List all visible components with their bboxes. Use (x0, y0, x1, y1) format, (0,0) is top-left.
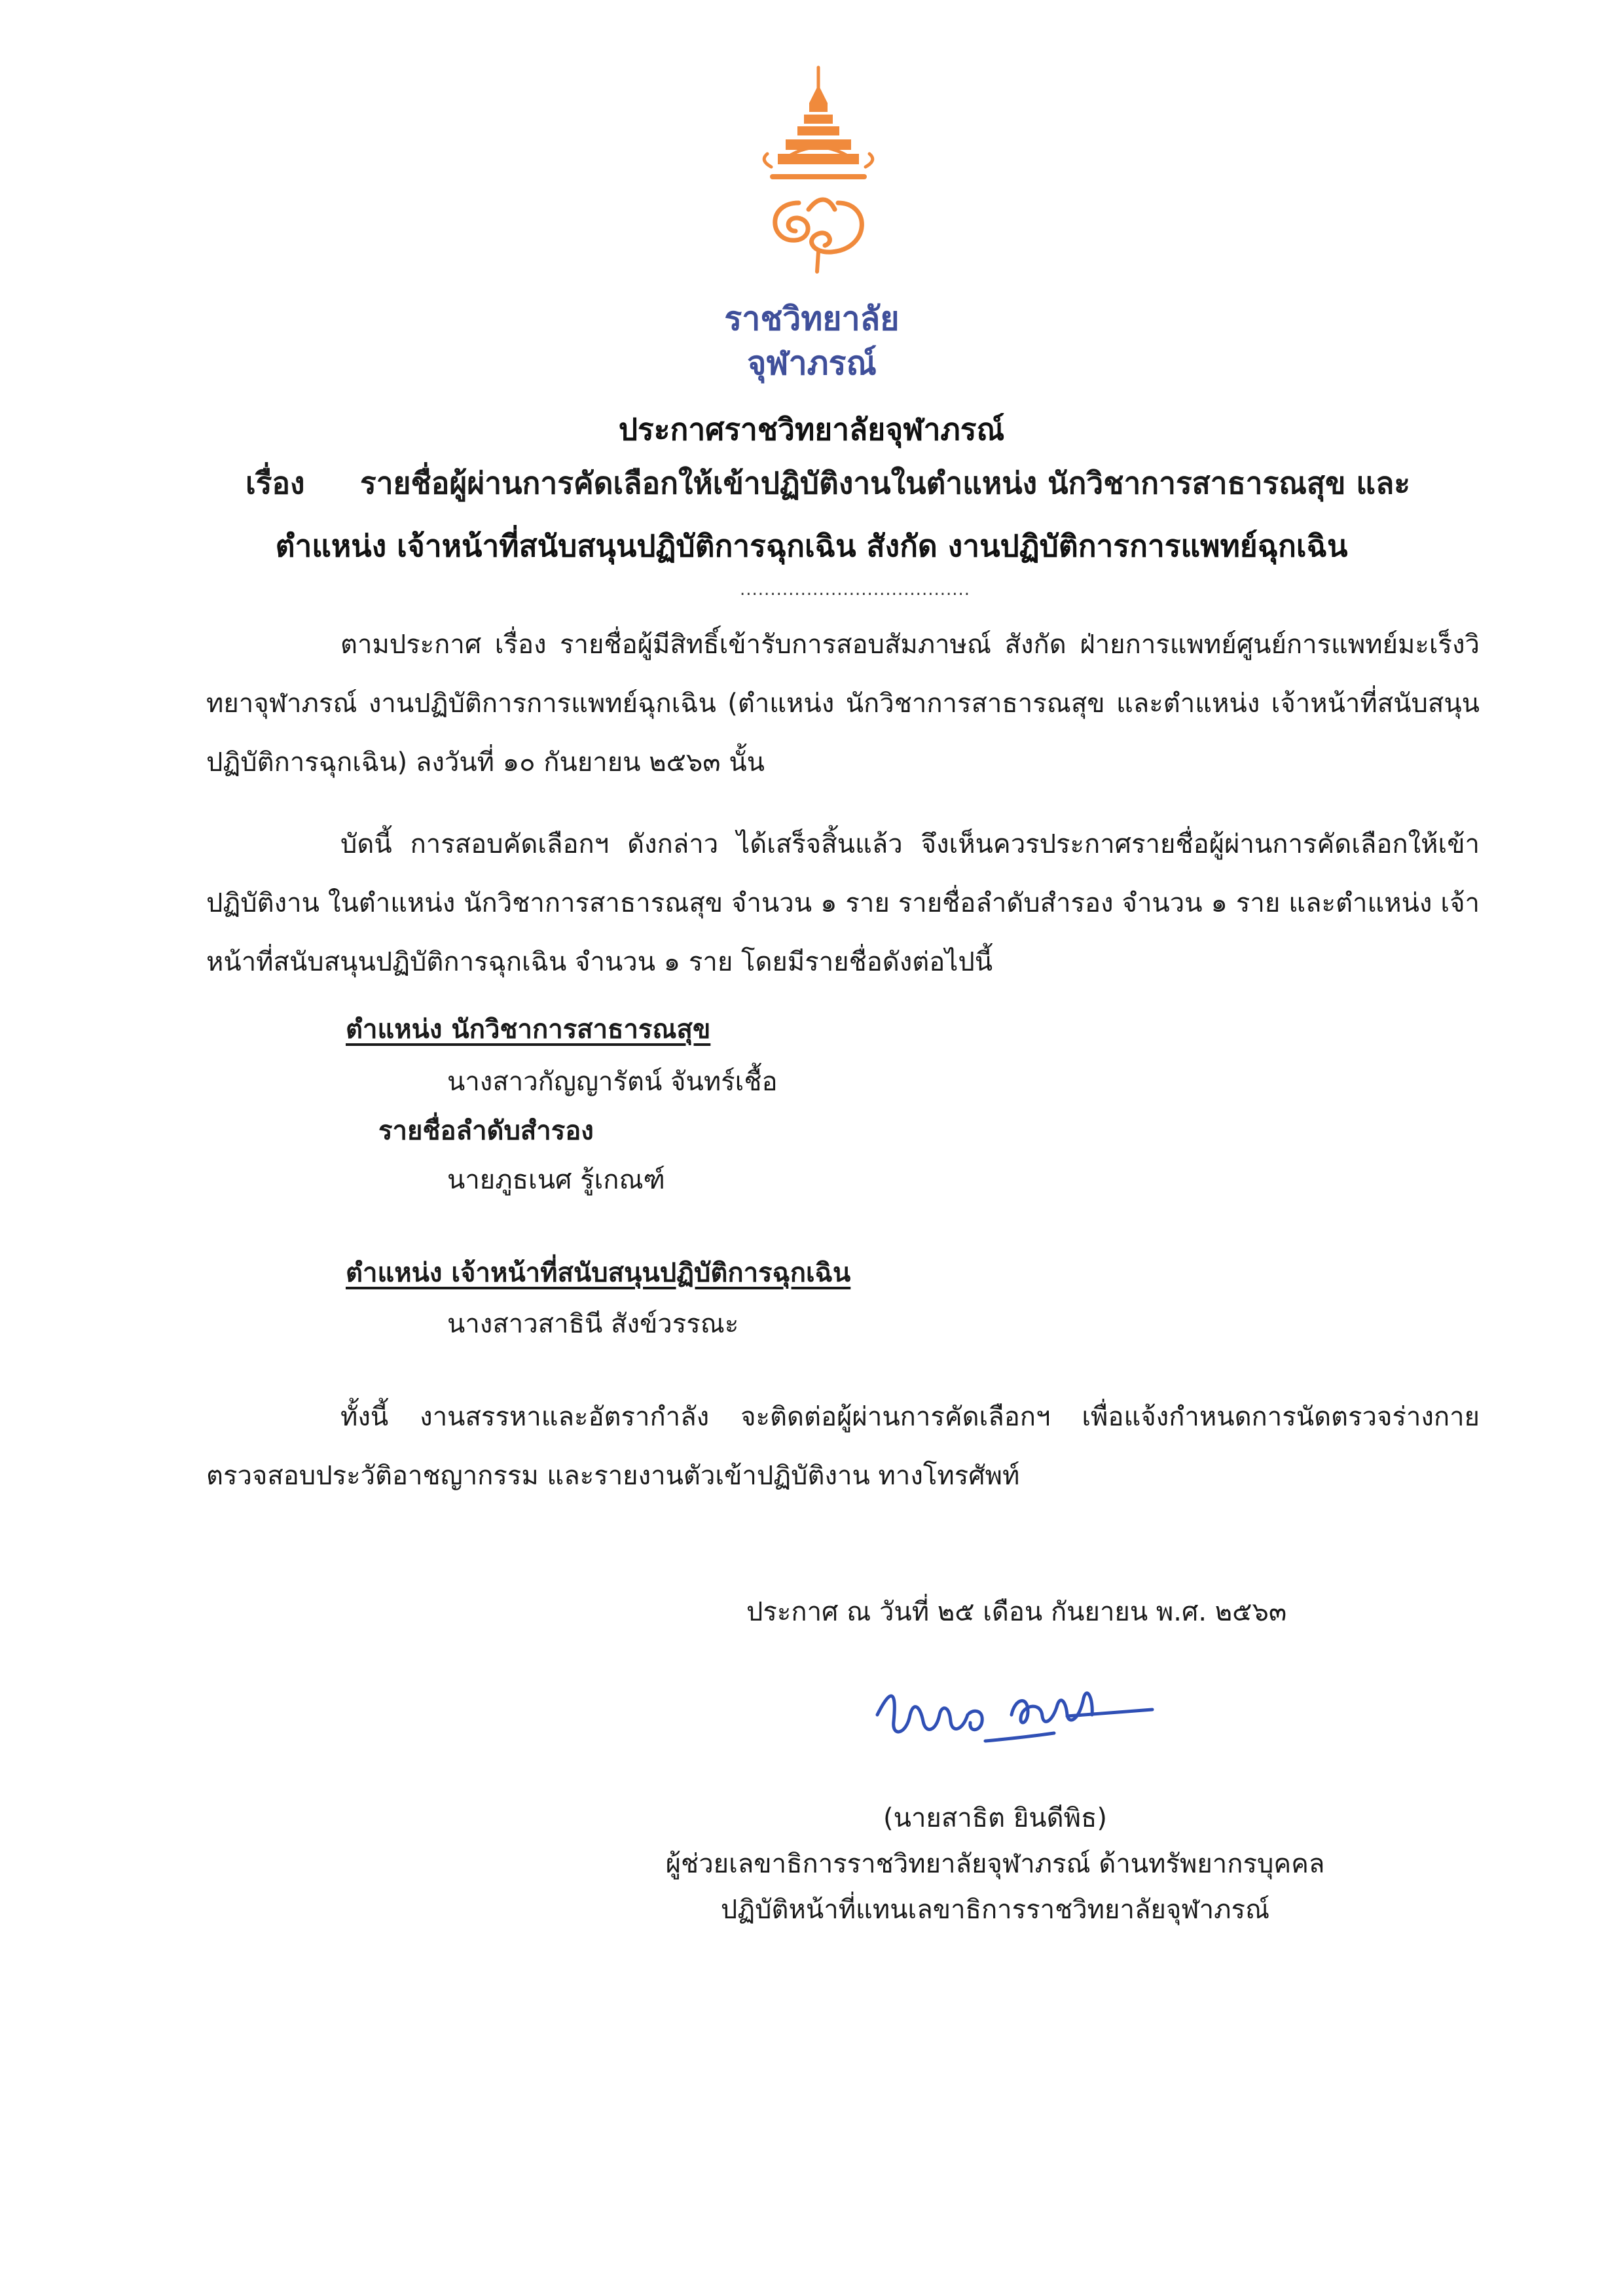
position2-name: นางสาวสาธินี สังข์วรรณะ (447, 1309, 739, 1339)
chulabhorn-crown-emblem-icon (720, 62, 917, 278)
subject-text-line2: ตำแหน่ง เจ้าหน้าที่สนับสนุนปฏิบัติการฉุกเฉิน สังกัด งานปฏิบัติการการแพทย์ฉุกเฉิน (275, 528, 1348, 564)
separator: ...................................... (740, 580, 971, 600)
announcement-title: ประกาศราชวิทยาลัยจุฬาภรณ์ (618, 412, 1005, 447)
paragraph-reference-text: ตามประกาศ เรื่อง รายชื่อผู้มีสิทธิ์เข้ารับการสอบสัมภาษณ์ สังกัด ฝ่ายการแพทย์ศูนย์การแพทย์มะเร็งวิทยาจุฬาภรณ์ งานปฏิบัติการการแพทย์ฉุกเฉิน (ตำแหน่ง นักวิชาการสาธารณสุข และตำแหน่ง เจ้าหน้าที่สนับสนุนปฏิบัติการฉุกเฉิน) ลงวันที่ ๑๐ กันยายน ๒๕๖๓ นั้น (206, 630, 1480, 778)
signer-title-line1: ผู้ช่วยเลขาธิการราชวิทยาลัยจุฬาภรณ์ ด้านทรัพยากรบุคคล (665, 1849, 1325, 1879)
position2-heading: ตำแหน่ง เจ้าหน้าที่สนับสนุนปฏิบัติการฉุกเฉิน (346, 1258, 851, 1288)
signer-title-line2: ปฏิบัติหน้าที่แทนเลขาธิการราชวิทยาลัยจุฬาภรณ์ (720, 1895, 1270, 1925)
paragraph-contact (206, 1388, 1480, 1505)
paragraph-announcement (206, 815, 1480, 992)
handwritten-signature-icon (871, 1676, 1159, 1754)
announcement-date: ประกาศ ณ วันที่ ๒๕ เดือน กันยายน พ.ศ. ๒๕๖๓ (746, 1597, 1287, 1627)
logo-text-line1: ราชวิทยาลัย (724, 300, 900, 338)
reserve-name: นายภูธเนศ รู้เกณฑ์ (447, 1165, 665, 1195)
position1-heading: ตำแหน่ง นักวิชาการสาธารณสุข (346, 1014, 711, 1045)
subject-line (246, 459, 1489, 507)
subject-label: เรื่อง (246, 465, 305, 501)
paragraph-reference (206, 615, 1480, 792)
position1-name: นางสาวกัญญารัตน์ จันทร์เชื้อ (447, 1067, 778, 1097)
signer-name: (นายสาธิต ยินดีพิธ) (883, 1803, 1107, 1833)
subject-text-line1: รายชื่อผู้ผ่านการคัดเลือกให้เข้าปฏิบัติงานในตำแหน่ง นักวิชาการสาธารณสุข และ (360, 465, 1410, 501)
reserve-heading: รายชื่อลำดับสำรอง (378, 1116, 594, 1146)
paragraph-announcement-text: บัดนี้ การสอบคัดเลือกฯ ดังกล่าว ได้เสร็จสิ้นแล้ว จึงเห็นควรประกาศรายชื่อผู้ผ่านการคัดเลือกให้เข้าปฏิบัติงาน ในตำแหน่ง นักวิชาการสาธารณสุข จำนวน ๑ ราย รายชื่อลำดับสำรอง จำนวน ๑ ราย และตำแหน่ง เจ้าหน้าที่สนับสนุนปฏิบัติการฉุกเฉิน จำนวน ๑ ราย โดยมีรายชื่อดังต่อไปนี้ (206, 829, 1480, 977)
logo-text-line2: จุฬาภรณ์ (747, 344, 877, 382)
paragraph-contact-text: ทั้งนี้ งานสรรหาและอัตรากำลัง จะติดต่อผู้ผ่านการคัดเลือกฯ เพื่อแจ้งกำหนดการนัดตรวจร่างกาย ตรวจสอบประวัติอาชญากรรม และรายงานตัวเข้าปฏิบัติงาน ทางโทรศัพท์ (206, 1402, 1480, 1491)
